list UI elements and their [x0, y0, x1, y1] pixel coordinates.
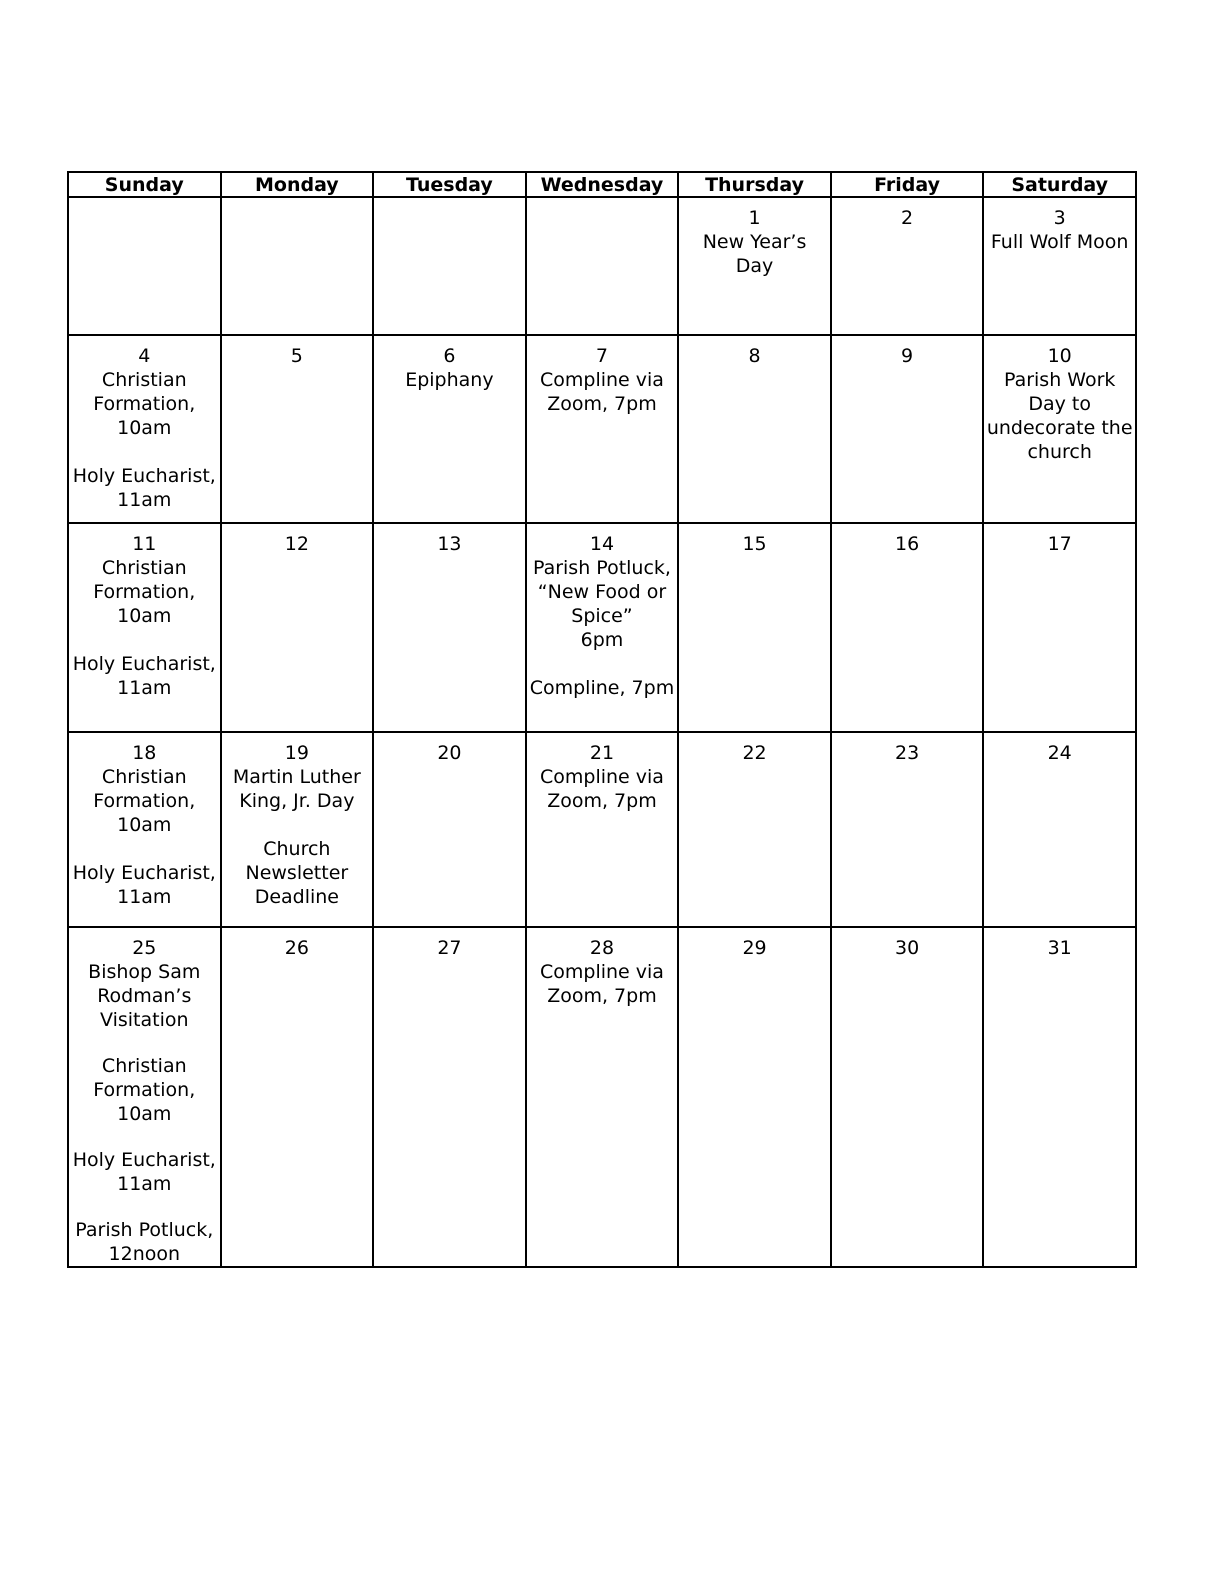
calendar-event: Church Newsletter Deadline	[245, 838, 349, 908]
day-cell-22	[678, 732, 831, 927]
calendar-event: Parish Work Day to undecorate the church	[986, 369, 1133, 463]
day-number: 14	[589, 533, 615, 555]
day-number: 8	[748, 345, 761, 367]
day-number: 25	[132, 937, 157, 959]
day-number: 29	[742, 937, 767, 959]
day-cell-3	[983, 197, 1136, 335]
day-cell-19	[221, 732, 374, 927]
day-cell-empty	[68, 197, 221, 335]
day-number: 1	[748, 207, 761, 229]
day-cell-29	[678, 927, 831, 1267]
calendar-event: Holy Eucharist, 11am	[72, 862, 216, 908]
day-number: 15	[742, 533, 767, 555]
day-number: 12	[284, 533, 309, 555]
calendar-event: Martin Luther King, Jr. Day	[232, 766, 361, 812]
day-number: 26	[284, 937, 309, 959]
day-cell-8	[678, 335, 831, 523]
day-number: 27	[437, 937, 462, 959]
calendar-event: Full Wolf Moon	[990, 231, 1129, 253]
day-cell-14	[526, 523, 679, 732]
day-cell-17	[983, 523, 1136, 732]
calendar-event: Holy Eucharist, 11am	[72, 653, 216, 699]
day-cell-15	[678, 523, 831, 732]
weekday-friday: Friday	[831, 172, 984, 197]
weekday-saturday: Saturday	[983, 172, 1136, 197]
day-cell-9	[831, 335, 984, 523]
calendar-event: Christian Formation, 10am	[93, 766, 196, 836]
day-cell-31	[983, 927, 1136, 1267]
day-cell-18	[68, 732, 221, 927]
calendar-event: Epiphany	[405, 369, 494, 391]
calendar-event: Parish Potluck, “New Food or Spice” 6pm	[532, 557, 671, 651]
day-number: 6	[443, 345, 456, 367]
calendar-event: Christian Formation, 10am	[93, 557, 196, 627]
week-row	[68, 927, 1136, 1267]
day-number: 16	[895, 533, 920, 555]
day-cell-27	[373, 927, 526, 1267]
day-number: 28	[589, 937, 615, 959]
day-cell-2	[831, 197, 984, 335]
day-number: 5	[290, 345, 303, 367]
weekday-sunday: Sunday	[68, 172, 221, 197]
day-cell-5	[221, 335, 374, 523]
week-row	[68, 197, 1136, 335]
day-cell-16	[831, 523, 984, 732]
day-cell-26	[221, 927, 374, 1267]
day-cell-13	[373, 523, 526, 732]
day-cell-empty	[526, 197, 679, 335]
calendar-event: Parish Potluck, 12noon	[75, 1219, 214, 1265]
calendar-event: Compline via Zoom, 7pm	[539, 369, 664, 415]
calendar-event: Compline via Zoom, 7pm	[539, 961, 664, 1007]
week-row	[68, 732, 1136, 927]
day-number: 2	[901, 207, 914, 229]
day-cell-11	[68, 523, 221, 732]
day-cell-20	[373, 732, 526, 927]
calendar-event: New Year’s Day	[702, 231, 807, 277]
calendar-event: Christian Formation, 10am	[93, 369, 196, 439]
week-row	[68, 335, 1136, 523]
day-cell-21	[526, 732, 679, 927]
day-number: 20	[437, 742, 462, 764]
week-row	[68, 523, 1136, 732]
day-cell-12	[221, 523, 374, 732]
day-number: 31	[1047, 937, 1072, 959]
day-cell-1	[678, 197, 831, 335]
weekday-tuesday: Tuesday	[373, 172, 526, 197]
day-number: 10	[1047, 345, 1072, 367]
day-number: 21	[589, 742, 615, 764]
calendar-event: Compline, 7pm	[529, 677, 675, 699]
day-cell-30	[831, 927, 984, 1267]
calendar-event: Holy Eucharist, 11am	[72, 465, 216, 511]
day-number: 4	[138, 345, 151, 367]
day-number: 7	[595, 345, 609, 367]
day-cell-empty	[373, 197, 526, 335]
weekday-monday: Monday	[221, 172, 374, 197]
day-number: 24	[1047, 742, 1072, 764]
calendar-event: Compline via Zoom, 7pm	[539, 766, 664, 812]
day-cell-24	[983, 732, 1136, 927]
day-number: 13	[437, 533, 462, 555]
month-calendar	[67, 171, 1137, 1268]
day-cell-23	[831, 732, 984, 927]
day-cell-25	[68, 927, 221, 1267]
day-number: 22	[742, 742, 767, 764]
day-number: 19	[284, 742, 309, 764]
day-cell-7	[526, 335, 679, 523]
day-cell-28	[526, 927, 679, 1267]
calendar-event: Holy Eucharist, 11am	[72, 1149, 216, 1195]
calendar-event: Christian Formation, 10am	[93, 1055, 196, 1125]
weekday-header-row	[68, 172, 1136, 197]
day-number: 30	[895, 937, 920, 959]
day-cell-4	[68, 335, 221, 523]
day-number: 18	[132, 742, 157, 764]
weekday-thursday: Thursday	[678, 172, 831, 197]
day-cell-empty	[221, 197, 374, 335]
day-number: 9	[901, 345, 914, 367]
day-number: 11	[132, 533, 157, 555]
weekday-wednesday: Wednesday	[526, 172, 679, 197]
day-cell-6	[373, 335, 526, 523]
day-number: 17	[1047, 533, 1072, 555]
day-cell-10	[983, 335, 1136, 523]
day-number: 3	[1053, 207, 1066, 229]
day-number: 23	[895, 742, 920, 764]
calendar-event: Bishop Sam Rodman’s Visitation	[88, 961, 201, 1031]
